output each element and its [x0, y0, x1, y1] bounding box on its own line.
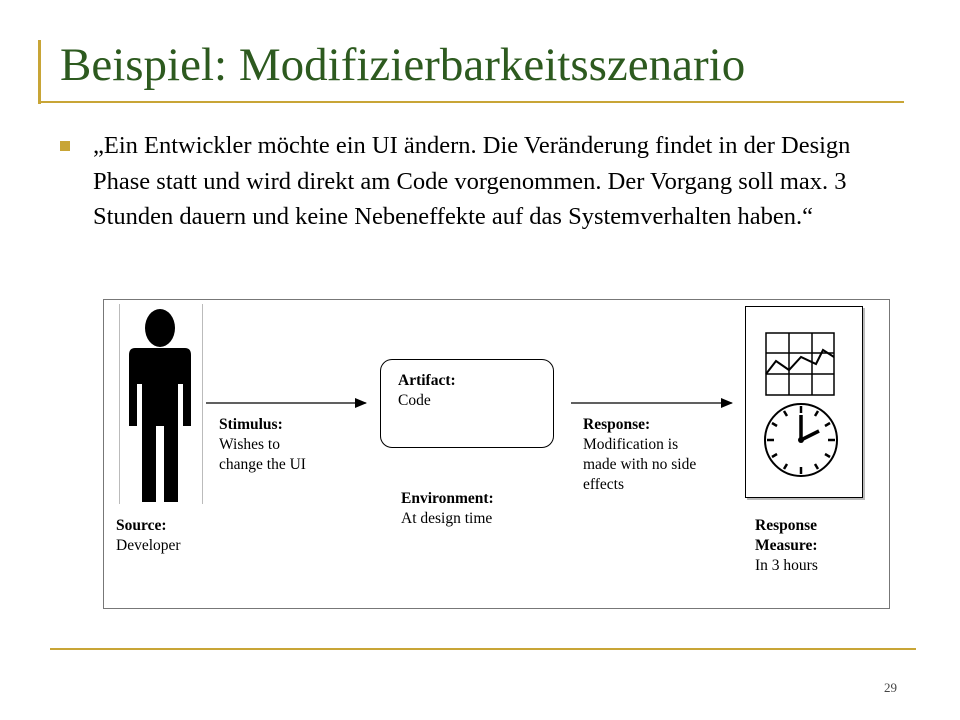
clock-icon [765, 404, 837, 476]
chart-grid-icon [766, 333, 834, 395]
source-heading: Source: [116, 517, 167, 534]
response-heading: Response: [583, 416, 651, 433]
stimulus-heading: Stimulus: [219, 416, 283, 433]
artifact-heading: Artifact: [398, 372, 456, 389]
slide-title: Beispiel: Modifizierbarkeitsszenario [60, 39, 746, 91]
stimulus-line: change the UI [219, 456, 306, 473]
title-accent-bar [38, 40, 41, 104]
response-line: effects [583, 476, 625, 493]
response-measure-heading: Response [755, 517, 818, 534]
page-number: 29 [884, 680, 897, 695]
response-label [583, 415, 696, 495]
measure-illustration [746, 307, 861, 496]
quality-scenario-diagram [103, 299, 890, 609]
artifact-value: Code [398, 392, 431, 409]
title-divider [38, 101, 904, 103]
source-value: Developer [116, 537, 181, 554]
environment-heading: Environment: [401, 490, 494, 507]
footer-divider [50, 648, 916, 650]
source-label [116, 516, 181, 556]
response-measure-value: In 3 hours [755, 557, 818, 574]
stimulus-label [219, 415, 306, 475]
response-measure-label [755, 516, 818, 576]
response-measure-box [745, 306, 863, 498]
stimulus-line: Wishes to [219, 436, 280, 453]
artifact-label [398, 371, 456, 411]
bullet-quote: „Ein Entwickler möchte ein UI ändern. Die Veränderung findet in der Design Phase statt und wird direkt am Code vorgenommen. Der Vorgang soll max. 3 Stunden dauern und keine Nebeneffekte auf das Systemverhalten haben.“ [93, 132, 851, 230]
response-measure-heading: Measure: [755, 537, 818, 554]
environment-value: At design time [401, 510, 493, 527]
response-line: Modification is [583, 436, 679, 453]
response-line: made with no side [583, 456, 697, 473]
bullet-square-icon [60, 141, 70, 151]
environment-label [401, 489, 494, 529]
